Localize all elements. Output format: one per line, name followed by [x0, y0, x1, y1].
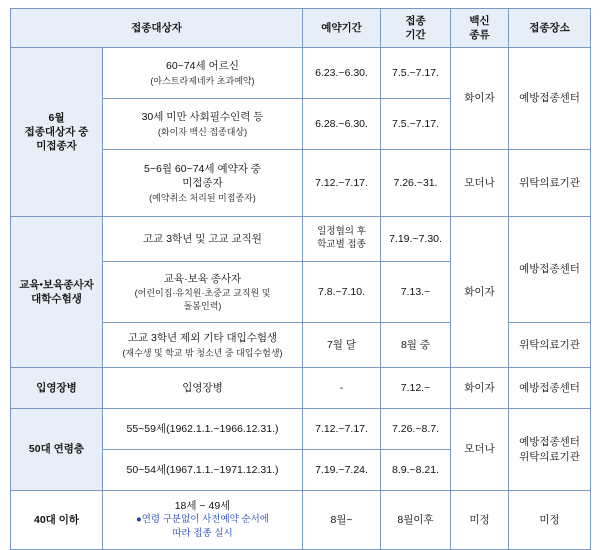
target-main: 교육·보육 종사자	[163, 272, 242, 285]
target-main: 50~54세(1967.1.1.~1971.12.31.)	[126, 463, 279, 476]
header-target: 접종대상자	[11, 9, 303, 48]
target-sub-2: 돌봄인력)	[183, 301, 222, 312]
place-line-2: 위탁의료기관	[519, 450, 580, 463]
target-note-line-2: 따라 접종 실시	[172, 528, 233, 540]
reservation-line-2: 학교별 접종	[317, 239, 366, 250]
target-main-2: 미접종자	[182, 177, 223, 190]
vaccination-period-cell: 7.5.~7.17.	[381, 48, 451, 99]
header-place: 접종장소	[509, 9, 591, 48]
group-label-line-1: 입영장병	[36, 381, 77, 394]
place-cell: 예방접종센터	[509, 368, 591, 409]
reservation-period-cell: 7.19.~7.24.	[303, 450, 381, 491]
header-vaccine-type	[451, 9, 509, 48]
target-cell	[103, 99, 303, 150]
reservation-period-cell: 7.8.~7.10.	[303, 262, 381, 323]
place-line-1: 예방접종센터	[519, 436, 580, 449]
target-cell	[103, 48, 303, 99]
table-row	[11, 491, 591, 550]
reservation-period-cell: 7.12.~7.17.	[303, 150, 381, 217]
group-label-education-students	[11, 217, 103, 368]
target-note-line-1: ●연령 구분없이 사전예약 순서에	[136, 514, 269, 526]
group-label-enlisting-soldiers	[11, 368, 103, 409]
target-sub: (어린이집·유치원·초중교 교직원 및	[134, 287, 271, 298]
vaccine-type-cell: 미정	[451, 491, 509, 550]
target-sub: (예약취소 처리된 미접종자)	[149, 192, 256, 203]
target-cell	[103, 450, 303, 491]
header-row	[11, 9, 591, 48]
group-label-line-2: 접종대상자 중	[24, 125, 89, 138]
target-main: 5~6월 60~74세 예약자 중	[144, 163, 261, 176]
target-cell	[103, 262, 303, 323]
header-vaccine-type-line1: 백신	[469, 14, 490, 27]
target-main: 30세 미만 사회필수인력 등	[141, 111, 264, 124]
vaccine-type-cell: 모더나	[451, 409, 509, 491]
vaccine-type-cell: 화이자	[451, 217, 509, 368]
vaccination-period-cell: 8월이후	[381, 491, 451, 550]
target-main: 55~59세(1962.1.1.~1966.12.31.)	[126, 422, 279, 435]
target-cell	[103, 409, 303, 450]
table-row	[11, 368, 591, 409]
vaccination-period-cell: 7.26.~31.	[381, 150, 451, 217]
target-main: 고교 3학년 제외 기타 대입수험생	[127, 332, 278, 345]
target-sub: (아스트라제네카 초과예약)	[150, 75, 255, 86]
vaccination-period-cell: 7.26.~8.7.	[381, 409, 451, 450]
vaccine-type-cell: 화이자	[451, 48, 509, 150]
target-cell	[103, 491, 303, 550]
target-main: 60~74세 어르신	[166, 60, 239, 73]
header-vaccination-period	[381, 9, 451, 48]
place-cell: 위탁의료기관	[509, 323, 591, 368]
vaccination-schedule-table	[10, 8, 591, 550]
vaccination-period-cell: 7.19.~7.30.	[381, 217, 451, 262]
target-cell	[103, 150, 303, 217]
group-label-line-1: 6월	[48, 111, 65, 124]
header-vaccination-period-line1: 접종	[405, 14, 426, 27]
reservation-period-cell: 7월 달	[303, 323, 381, 368]
group-label-line-1: 40대 이하	[33, 513, 80, 526]
reservation-period-cell	[303, 217, 381, 262]
target-cell	[103, 217, 303, 262]
header-vaccine-type-line2: 종류	[469, 29, 490, 41]
table-body	[11, 48, 591, 550]
group-label-june-unvaccinated	[11, 48, 103, 217]
place-cell: 예방접종센터	[509, 217, 591, 323]
target-sub: (화이자 백신 접종대상)	[157, 126, 248, 137]
place-cell	[509, 409, 591, 491]
vaccination-period-cell: 8월 중	[381, 323, 451, 368]
reservation-period-cell: 7.12.~7.17.	[303, 409, 381, 450]
reservation-line-1: 일정협의 후	[317, 226, 366, 238]
target-main: 18세 ~ 49세	[174, 500, 231, 513]
group-label-line-2: 대학수험생	[31, 293, 82, 305]
header-vaccination-period-line2: 기간	[405, 29, 426, 41]
reservation-period-cell: -	[303, 368, 381, 409]
header-reservation-period: 예약기간	[303, 9, 381, 48]
table-row	[11, 409, 591, 450]
vaccination-period-cell: 7.12.~	[381, 368, 451, 409]
group-label-line-1: 교육‧보육종사자	[19, 278, 94, 291]
vaccination-period-cell: 8.9.~8.21.	[381, 450, 451, 491]
target-sub: (재수생 및 학교 밖 청소년 중 대입수험생)	[122, 347, 283, 358]
place-cell: 예방접종센터	[509, 48, 591, 150]
vaccination-period-cell: 7.13.~	[381, 262, 451, 323]
place-cell: 미정	[509, 491, 591, 550]
group-label-fifties	[11, 409, 103, 491]
target-cell	[103, 368, 303, 409]
vaccination-period-cell: 7.5.~7.17.	[381, 99, 451, 150]
group-label-line-1: 50대 연령층	[28, 443, 85, 456]
reservation-period-cell: 6.23.~6.30.	[303, 48, 381, 99]
vaccine-type-cell: 모더나	[451, 150, 509, 217]
target-cell	[103, 323, 303, 368]
table-row	[11, 48, 591, 99]
table-header	[11, 9, 591, 48]
reservation-period-cell: 8월~	[303, 491, 381, 550]
group-label-line-3: 미접종자	[36, 140, 77, 153]
target-main: 고교 3학년 및 고교 교직원	[143, 232, 262, 245]
place-cell: 위탁의료기관	[509, 150, 591, 217]
target-main: 입영장병	[182, 381, 223, 394]
table-row	[11, 217, 591, 262]
vaccine-type-cell: 화이자	[451, 368, 509, 409]
reservation-period-cell: 6.28.~6.30.	[303, 99, 381, 150]
group-label-forties-and-under	[11, 491, 103, 550]
